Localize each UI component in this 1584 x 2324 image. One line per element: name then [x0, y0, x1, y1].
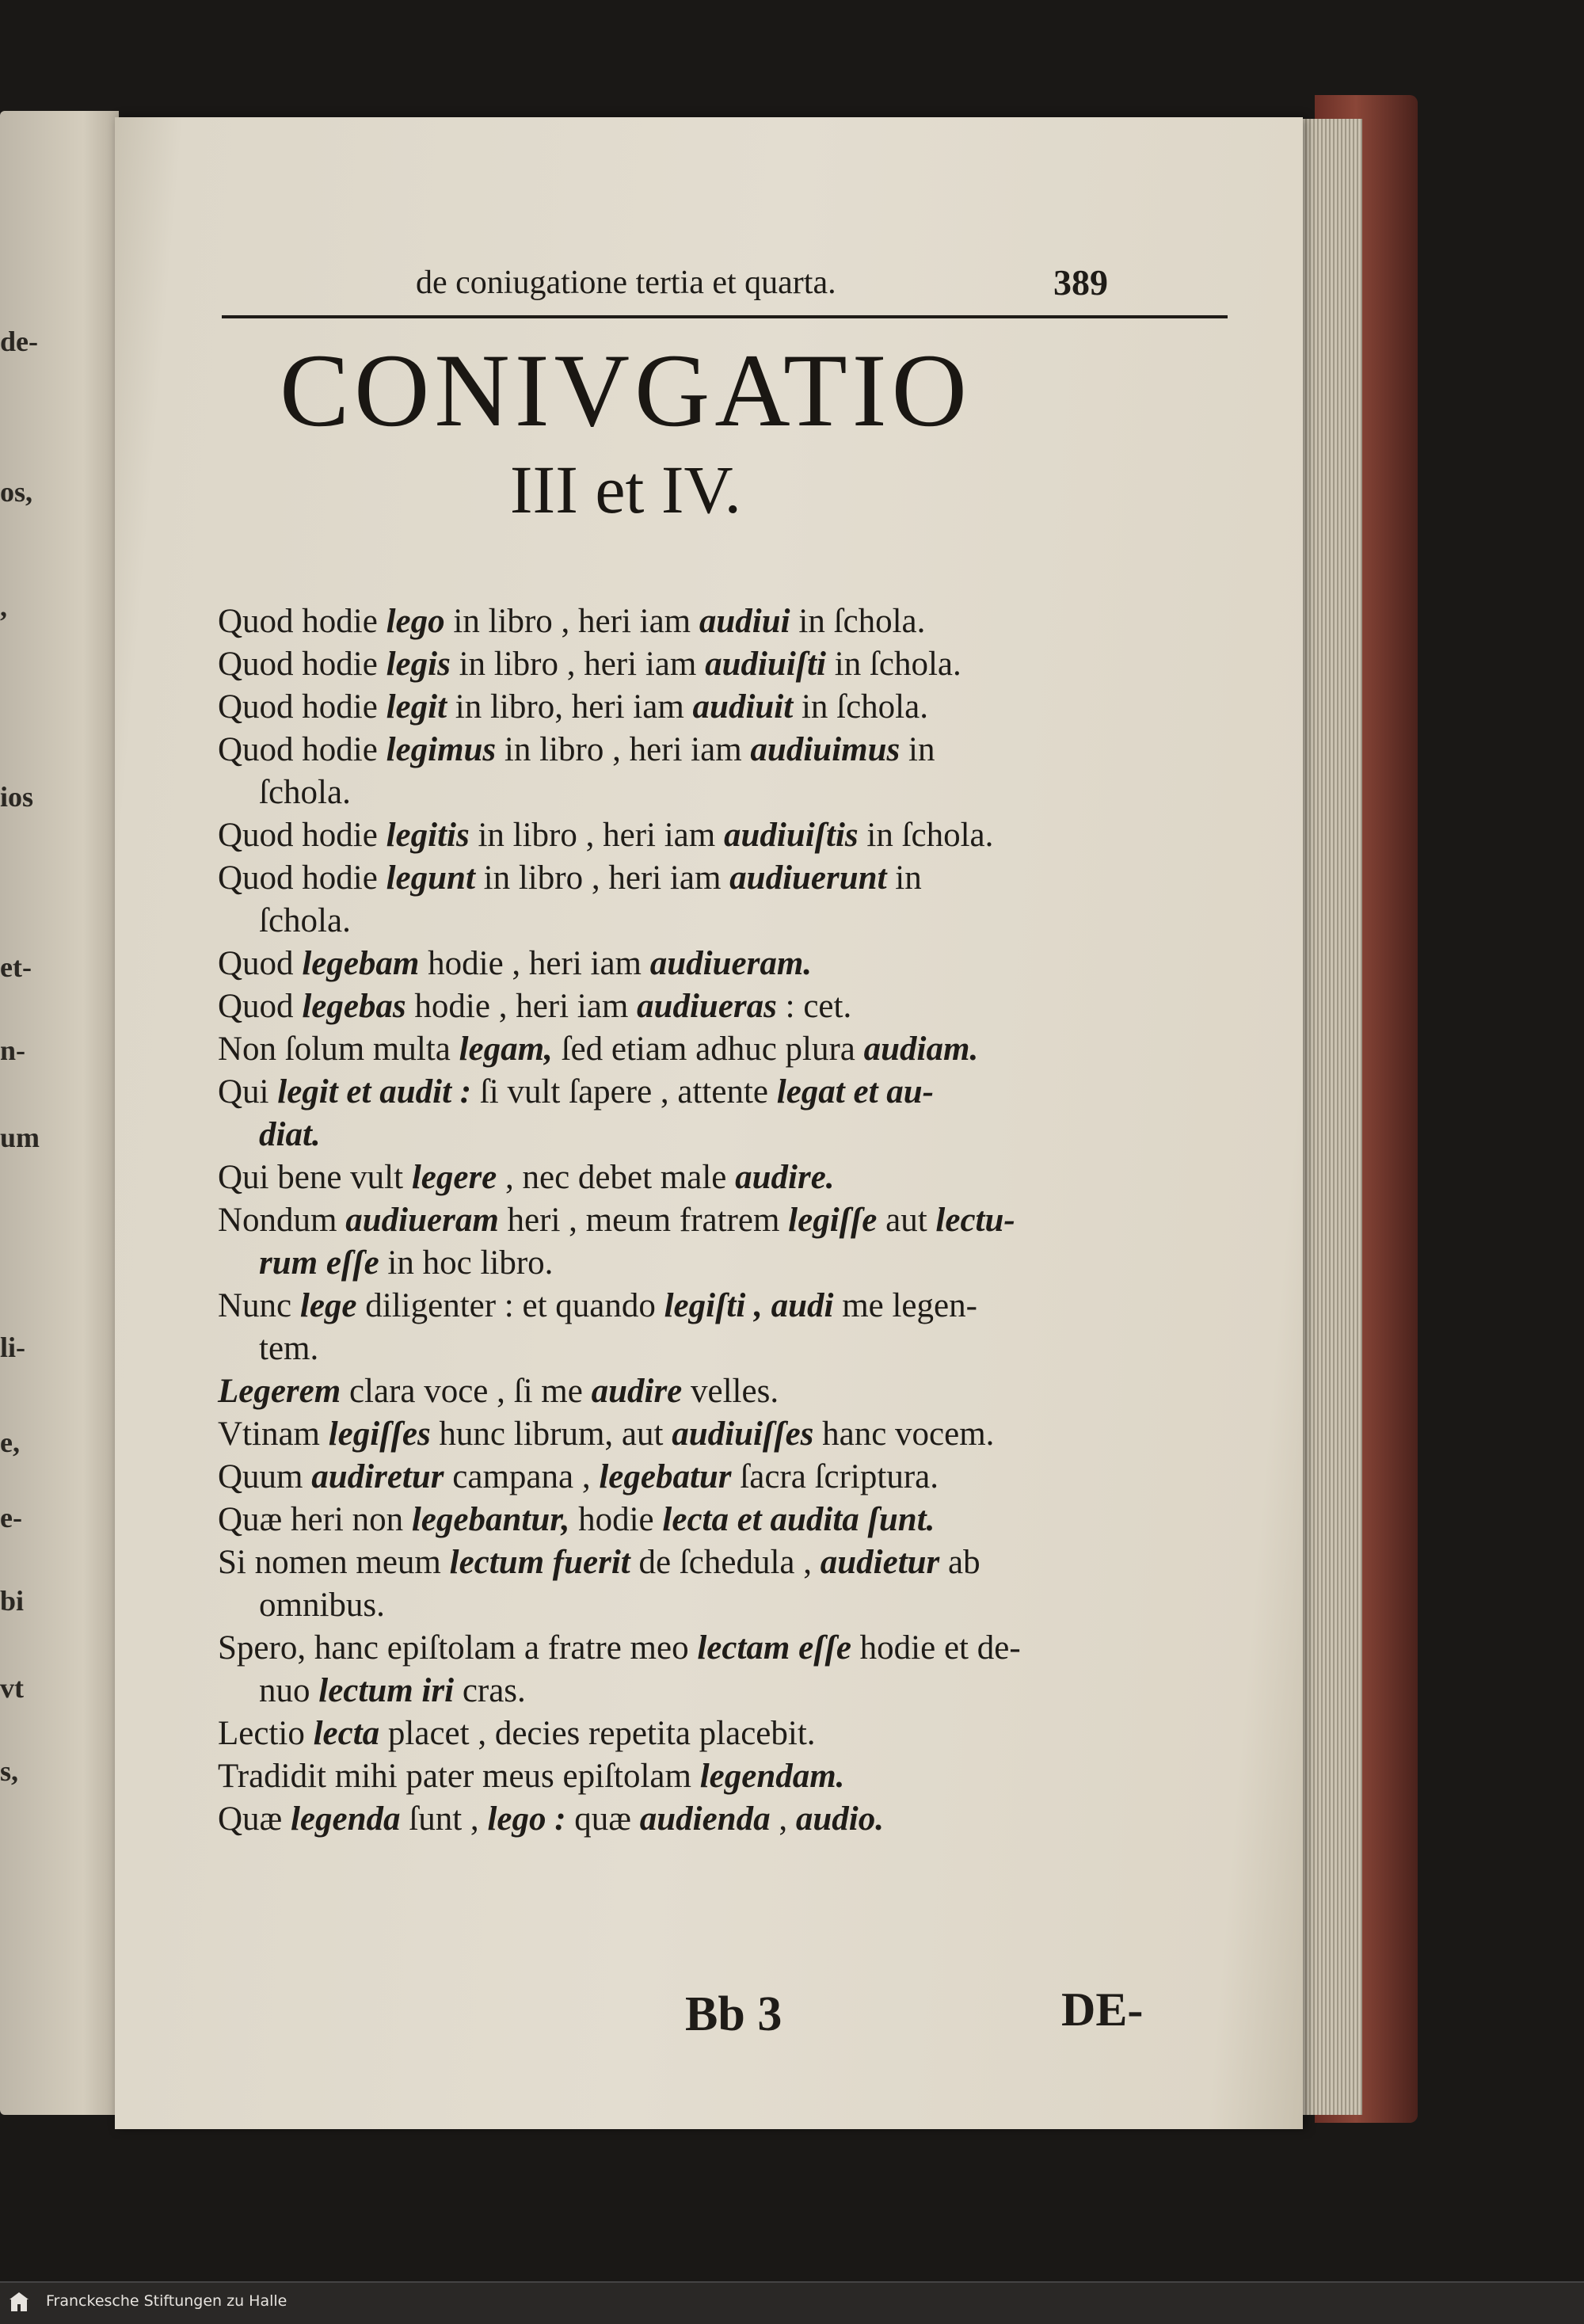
verb-form: legere [411, 1159, 497, 1196]
text-segment: velles. [682, 1373, 779, 1410]
text-segment: Quod [218, 945, 303, 982]
verb-form: audiuit [692, 688, 794, 726]
verb-form: legis [386, 646, 451, 683]
text-segment: hodie et de- [851, 1629, 1021, 1667]
text-line [218, 1456, 1271, 1499]
verb-form: legebas [302, 988, 406, 1025]
text-segment: Qui bene vult [218, 1159, 412, 1196]
verb-form: audiueras [637, 988, 777, 1025]
verb-form: diat. [259, 1116, 321, 1153]
page-title: CONIVGATIO [280, 332, 972, 448]
verb-form: audietur [820, 1544, 940, 1581]
text-segment: in ſchola. [793, 688, 928, 726]
foundation-logo-icon [10, 2291, 29, 2313]
text-segment: ſchola. [259, 902, 351, 939]
verb-form: audiuiſſes [672, 1415, 814, 1453]
text-segment: Vtinam [218, 1415, 329, 1453]
text-segment: , nec debet male [497, 1159, 736, 1196]
verb-form: audire. [735, 1159, 835, 1196]
verb-form: legendam. [699, 1758, 845, 1795]
verb-form: Legerem [218, 1373, 341, 1410]
left-page-fragment: et- [0, 951, 32, 983]
text-line [218, 985, 1271, 1028]
text-line [218, 1156, 1271, 1199]
text-segment: quæ [565, 1800, 640, 1838]
page-subtitle: III et IV. [509, 451, 742, 528]
text-line [218, 1328, 1271, 1370]
verb-form: audienda [639, 1800, 771, 1838]
verb-form: audiuerunt [729, 859, 887, 897]
text-segment: Non ſolum multa [218, 1031, 459, 1068]
text-segment: ſi vult ſapere , attente [471, 1073, 777, 1111]
text-segment: diligenter : et quando [356, 1287, 664, 1324]
text-line [218, 1499, 1271, 1541]
text-line [218, 814, 1271, 857]
verb-form: legunt [386, 859, 475, 897]
text-segment: in libro, heri iam [447, 688, 693, 726]
text-segment: ſunt , [400, 1800, 488, 1838]
verb-form: audiuimus [750, 731, 901, 768]
text-line [218, 771, 1271, 814]
verb-form: lego : [487, 1800, 566, 1838]
text-segment: Si nomen meum [218, 1544, 450, 1581]
text-segment: ſed etiam adhuc plura [552, 1031, 864, 1068]
text-segment: campana , [444, 1458, 600, 1495]
text-segment: clara voce , ſi me [341, 1373, 592, 1410]
text-line [218, 857, 1271, 900]
page-number: 389 [1053, 262, 1108, 303]
text-line [218, 1541, 1271, 1584]
text-segment: hanc vocem. [813, 1415, 995, 1453]
text-segment: Quod [218, 988, 303, 1025]
text-segment: Quod hodie [218, 731, 386, 768]
text-segment: Quæ [218, 1800, 291, 1838]
text-line [218, 1413, 1271, 1456]
text-line [218, 1755, 1271, 1798]
text-line [218, 1713, 1271, 1755]
text-segment: , [770, 1800, 796, 1838]
left-page-fragment: os, [0, 476, 33, 508]
text-segment [763, 1287, 771, 1324]
text-segment: in [900, 731, 935, 768]
left-page-fragment: de- [0, 326, 38, 357]
text-line [218, 1199, 1271, 1242]
verb-form: legenda [290, 1800, 401, 1838]
body-text [218, 600, 1271, 1841]
text-segment: in libro , heri iam [496, 731, 751, 768]
verb-form: legam, [459, 1031, 553, 1068]
text-segment: in libro , heri iam [474, 859, 730, 897]
text-segment: in libro , heri iam [450, 646, 706, 683]
text-segment: nuo [259, 1672, 319, 1709]
text-segment: placet , decies repetita placebit. [379, 1715, 816, 1752]
text-line [218, 600, 1271, 643]
verb-form: audiueram [345, 1202, 499, 1239]
verb-form: legiſſe [788, 1202, 878, 1239]
text-segment: heri , meum fratrem [498, 1202, 789, 1239]
text-segment: me legen- [833, 1287, 977, 1324]
verb-form: legit [386, 688, 447, 726]
text-segment: in libro , heri iam [444, 603, 699, 640]
verb-form: audi [771, 1287, 834, 1324]
catchword: DE- [1061, 1983, 1144, 2036]
text-segment: in ſchola. [858, 817, 994, 854]
footer-bar [0, 2281, 1584, 2324]
text-segment: in hoc libro. [379, 1244, 554, 1282]
text-line [218, 1242, 1271, 1285]
verb-form: audiui [699, 603, 790, 640]
text-segment: Lectio [218, 1715, 314, 1752]
text-segment: Nondum [218, 1202, 346, 1239]
text-segment: Quod hodie [218, 688, 386, 726]
left-page-fragment: bi [0, 1585, 25, 1617]
verb-form: legat et au- [776, 1073, 934, 1111]
running-head: de coniugatione tertia et quarta. [416, 265, 836, 301]
text-line [218, 1798, 1271, 1841]
text-line [218, 943, 1271, 985]
left-page-fragment: vt [0, 1672, 24, 1704]
text-segment: Quod hodie [218, 646, 386, 683]
text-segment: ſchola. [259, 774, 351, 811]
text-segment: Qui [218, 1073, 278, 1111]
verb-form: rum eſſe [259, 1244, 379, 1282]
verb-form: lectum fuerit [449, 1544, 630, 1581]
verb-form: lectu- [935, 1202, 1015, 1239]
text-line [218, 900, 1271, 943]
text-segment: ſacra ſcriptura. [731, 1458, 939, 1495]
text-line [218, 1028, 1271, 1071]
left-page-fragment: ios [0, 781, 34, 813]
verb-form: lecta et audita ſunt. [662, 1501, 935, 1538]
verb-form: legebantur, [411, 1501, 570, 1538]
right-page [115, 117, 1303, 2129]
text-segment: Quod hodie [218, 859, 386, 897]
text-segment: cras. [454, 1672, 526, 1709]
text-segment: ab [939, 1544, 980, 1581]
text-segment: Quum [218, 1458, 312, 1495]
text-line [218, 1114, 1271, 1156]
text-line [218, 729, 1271, 771]
text-line [218, 1071, 1271, 1114]
header-rule [222, 315, 1228, 318]
text-segment: omnibus. [259, 1587, 385, 1624]
left-page-fragment: s, [0, 1755, 19, 1787]
verb-form: legiſti , [664, 1287, 763, 1324]
footer-institution: Franckesche Stiftungen zu Halle [46, 2292, 287, 2310]
verb-form: lectam eſſe [697, 1629, 851, 1667]
text-segment: hunc librum, aut [430, 1415, 672, 1453]
left-page [0, 111, 119, 2115]
text-segment: hodie , heri iam [406, 988, 638, 1025]
text-segment: Spero, hanc epiſtolam a fratre meo [218, 1629, 698, 1667]
text-segment: Quod hodie [218, 817, 386, 854]
left-page-fragment: e- [0, 1502, 22, 1533]
left-page-fragment: , [0, 591, 7, 623]
text-segment: Quod hodie [218, 603, 386, 640]
left-page-fragment: li- [0, 1332, 25, 1363]
verb-form: lego [386, 603, 445, 640]
text-line [218, 1670, 1271, 1713]
text-segment: tem. [259, 1330, 319, 1367]
verb-form: audio. [795, 1800, 884, 1838]
signature-mark: Bb 3 [685, 1987, 782, 2041]
text-segment: de ſchedula , [630, 1544, 821, 1581]
text-segment: in ſchola. [790, 603, 926, 640]
text-segment: in libro , heri iam [469, 817, 724, 854]
verb-form: lectum iri [318, 1672, 455, 1709]
verb-form: lege [299, 1287, 357, 1324]
verb-form: audiueram. [649, 945, 813, 982]
verb-form: audire [591, 1373, 683, 1410]
text-line [218, 1370, 1271, 1413]
left-page-fragment: um [0, 1122, 40, 1153]
text-line [218, 1584, 1271, 1627]
text-line [218, 1627, 1271, 1670]
verb-form: legebam [302, 945, 420, 982]
text-segment: : cet. [776, 988, 852, 1025]
text-segment: in [886, 859, 922, 897]
verb-form: legimus [386, 731, 497, 768]
text-line [218, 643, 1271, 686]
verb-form: legitis [386, 817, 470, 854]
text-segment: Nunc [218, 1287, 300, 1324]
left-page-fragment: e, [0, 1427, 20, 1458]
left-page-fragment: n- [0, 1034, 26, 1066]
text-segment: hodie [569, 1501, 663, 1538]
text-segment: Quæ heri non [218, 1501, 412, 1538]
verb-form: audiretur [311, 1458, 444, 1495]
text-line [218, 1285, 1271, 1328]
verb-form: lecta [313, 1715, 380, 1752]
verb-form: audiuiſtis [723, 817, 859, 854]
text-segment: hodie , heri iam [419, 945, 650, 982]
verb-form: audiuiſti [705, 646, 826, 683]
verb-form: legit et audit : [277, 1073, 472, 1111]
text-segment: aut [877, 1202, 936, 1239]
verb-form: legebatur [599, 1458, 732, 1495]
text-segment: Tradidit mihi pater meus epiſtolam [218, 1758, 700, 1795]
text-segment: in ſchola. [826, 646, 961, 683]
verb-form: legiſſes [328, 1415, 431, 1453]
text-line [218, 686, 1271, 729]
verb-form: audiam. [863, 1031, 979, 1068]
